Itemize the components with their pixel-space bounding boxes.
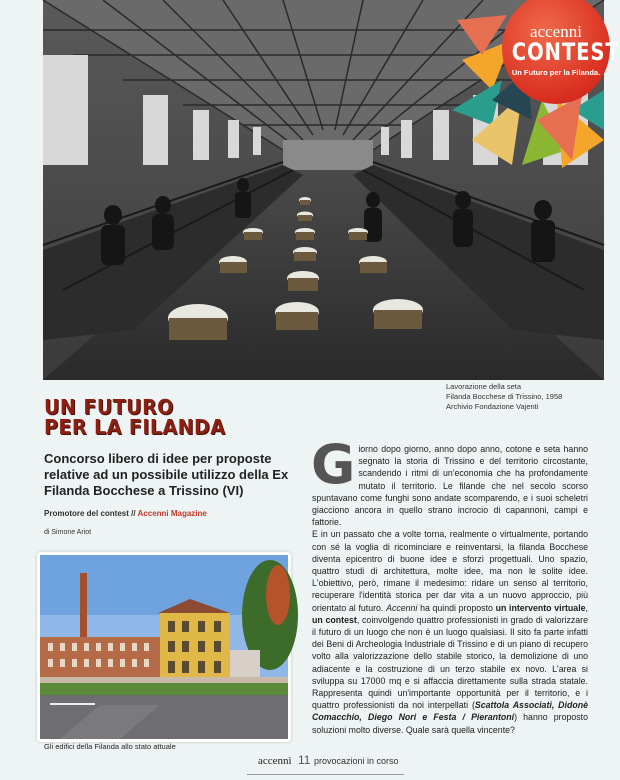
paragraph-text: iorno dopo giorno, anno dopo anno, cotone e seta hanno segnato la storia di Trissino e del territorio circostante, scandendo i ritmi di un'economia che ha profondamente mutato il territorio. Le filande che nel secolo scorso spuntavano come funghi sono andate scomparendo, e i suoi scheletri giacciono ancora in quello strano incrocio di capannoni, campi e fattorie. [312,444,588,528]
contest-badge [452,0,620,168]
photo-caption [446,382,562,412]
paragraph-text: E in un passato che a volte torna, realmente o virtualmente, portando con sé la voglia di ricominciare e reinventarsi, la filanda Bocchese diventa epicentro di buone idee e sforzi progettuali. Uno spazio, quattro studi di architettura, molte idee, ma non le solite idee. L'obiettivo, però, rimane il medesimo: ridare un senso al territorio, recuperare l'identità storica per dar vita a un nuovo approccio, più orientato al futuro. [312,529,588,613]
paragraph-text: ha quindi proposto [420,602,493,613]
studio-names: Scattola Associati, Didonè Comacchio, Diego Nori e Festa / Pierantoni [312,700,588,723]
article-subtitle: Concorso libero di idee per proposte relative ad un possibile utilizzo della Ex Filanda Bocchese a Trissino (VI) [44,451,289,498]
badge-title: CONTEST [511,38,620,66]
magazine-name: Accenni [386,602,418,613]
page-footer [0,750,604,780]
page-number: 11 [298,753,311,767]
promoter-line [44,509,207,518]
article-paragraph-1 [311,433,588,528]
badge-subtitle: Un Futuro per la Filanda. [511,68,601,77]
photo-caption-line: Filanda Bocchese di Trissino, 1958 [446,392,563,401]
footer-brand: accenni [258,755,292,767]
headline-line: PER LA FILANDA [44,415,226,439]
bold-phrase: un intervento virtuale [495,602,586,613]
promoter-label: Promotore del contest // [44,509,136,518]
photo-caption-line: Archivio Fondazione Vajenti [446,402,539,411]
headline-line: UN FUTURO [44,395,174,419]
paragraph-text: , [585,602,588,613]
badge-brand: accenni [530,22,582,41]
article-paragraph-2 [312,528,588,735]
filanda-building-photo [37,552,291,742]
drop-cap: G [311,433,356,496]
building-caption: Gli edifici della Filanda allo stato attuale [44,742,176,751]
article-headline [44,397,225,437]
promoter-magazine: Accenni Magazine [137,509,207,518]
paragraph-text: ) hanno proposto soluzioni molto diverse. Quale sarà quella vincente? [312,712,589,735]
byline: di Simone Ariot [44,529,92,536]
paragraph-text: , coinvolgendo quattro professionisti in grado di valorizzare il futuro di un luogo che non è un luogo qualsiasi. Il sito fa parte infatti dei Beni di Archeologia Industriale di Trissino e di un piano di recupero volto alla valorizzazione dello stabile storico, la demolizione di uno adiacente e la costruzione di un terzo stabile ex novo. L'area si sviluppa su 17000 mq e si affaccia direttamente sulla strada statale. Rappresenta quindi un'importante opportunità per il territorio, e i quattro professionisti da noi interpellati ( [312,614,588,711]
footer-divider [247,774,404,775]
footer-section: provocazioni in corso [314,756,399,766]
article-body [311,433,589,736]
bold-phrase: un contest [312,614,357,625]
photo-caption-line: Lavorazione della seta [446,382,522,391]
